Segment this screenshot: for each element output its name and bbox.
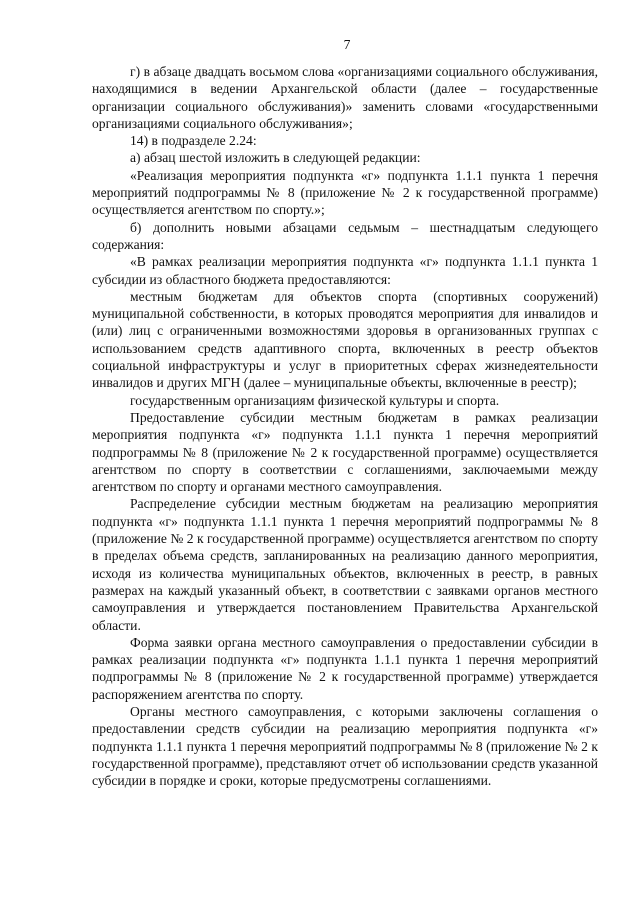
paragraph-local-budgets: местным бюджетам для объектов спорта (спортивных сооружений) муниципальной собственности, в которых проводятся мероприятия для инвалидов и (или) лиц с ограниченными возможностями здоровья в организованных группах с использованием средств адаптивного спорта, включенных в реестр объектов социальной инфраструктуры и услуг в приоритетных сферах жизнедеятельности инвалидов и других МГН (далее – муниципальные объекты, включенные в реестр); [92,288,598,391]
paragraph-sub-a: а) абзац шестой изложить в следующей редакции: [130,150,421,166]
paragraph-item-14: 14) в подразделе 2.24: [130,133,257,149]
paragraph-subsidy-intro: «В рамках реализации мероприятия подпункта «г» подпункта 1.1.1 пункта 1 субсидии из областного бюджета предоставляются: [92,254,598,287]
paragraph-application-form: Форма заявки органа местного самоуправления о предоставлении субсидии в рамках реализации подпункта «г» подпункта 1.1.1 пункта 1 перечня мероприятий подпрограммы № 8 (приложение № 2 к государственной программе) утверждается распоряжением агентства по спорту. [92,634,598,702]
page-number: 7 [343,37,351,52]
paragraph-provision: Предоставление субсидии местным бюджетам в рамках реализации мероприятия подпункта «г» подпункта 1.1.1 пункта 1 перечня мероприятий подпрограммы № 8 (приложение № 2 к государственной программе) осуществляется агентством по спорту в соответствии с соглашениями, заключаемыми между агентством по спорту и органами местного самоуправления. [92,409,598,495]
paragraph-sub-b: б) дополнить новыми абзацами седьмым – шестнадцатым следующего содержания: [92,219,598,252]
paragraph-distribution: Распределение субсидии местным бюджетам на реализацию мероприятия подпункта «г» подпункта 1.1.1 пункта 1 перечня мероприятий подпрограммы № 8 (приложение № 2 к государственной программе) осуществляется агентством по спорту в пределах объема средств, запланированных на реализацию данного мероприятия, исходя из количества муниципальных объектов, включенных в реестр, в равных размерах на каждый указанный объект, в соответствии с заявками органов местного самоуправления и утверждается постановлением Правительства Архангельской области. [92,496,598,633]
paragraph-g-amendment: г) в абзаце двадцать восьмом слова «организациями социального обслуживания, находящимися в ведении Архангельской области (далее – государственные организации социального обслуживания)» заменить словами «государственными организациями социального обслуживания»; [92,64,598,131]
paragraph-sixth-new-text: «Реализация мероприятия подпункта «г» подпункта 1.1.1 пункта 1 перечня мероприятий подпрограммы № 8 (приложение № 2 к государственной программе) осуществляется агентством по спорту.»; [92,167,598,218]
paragraph-reporting: Органы местного самоуправления, с которыми заключены соглашения о предоставлении средств субсидии на реализацию мероприятия подпункта «г» подпункта 1.1.1 пункта 1 перечня мероприятий подпрограммы № 8 (приложение № 2 к государственной программе), представляют отчет об использовании средств указанной субсидии в порядке и сроки, которые предусмотрены соглашениями. [92,703,599,789]
paragraph-state-organizations: государственным организациям физической культуры и спорта. [130,392,500,408]
